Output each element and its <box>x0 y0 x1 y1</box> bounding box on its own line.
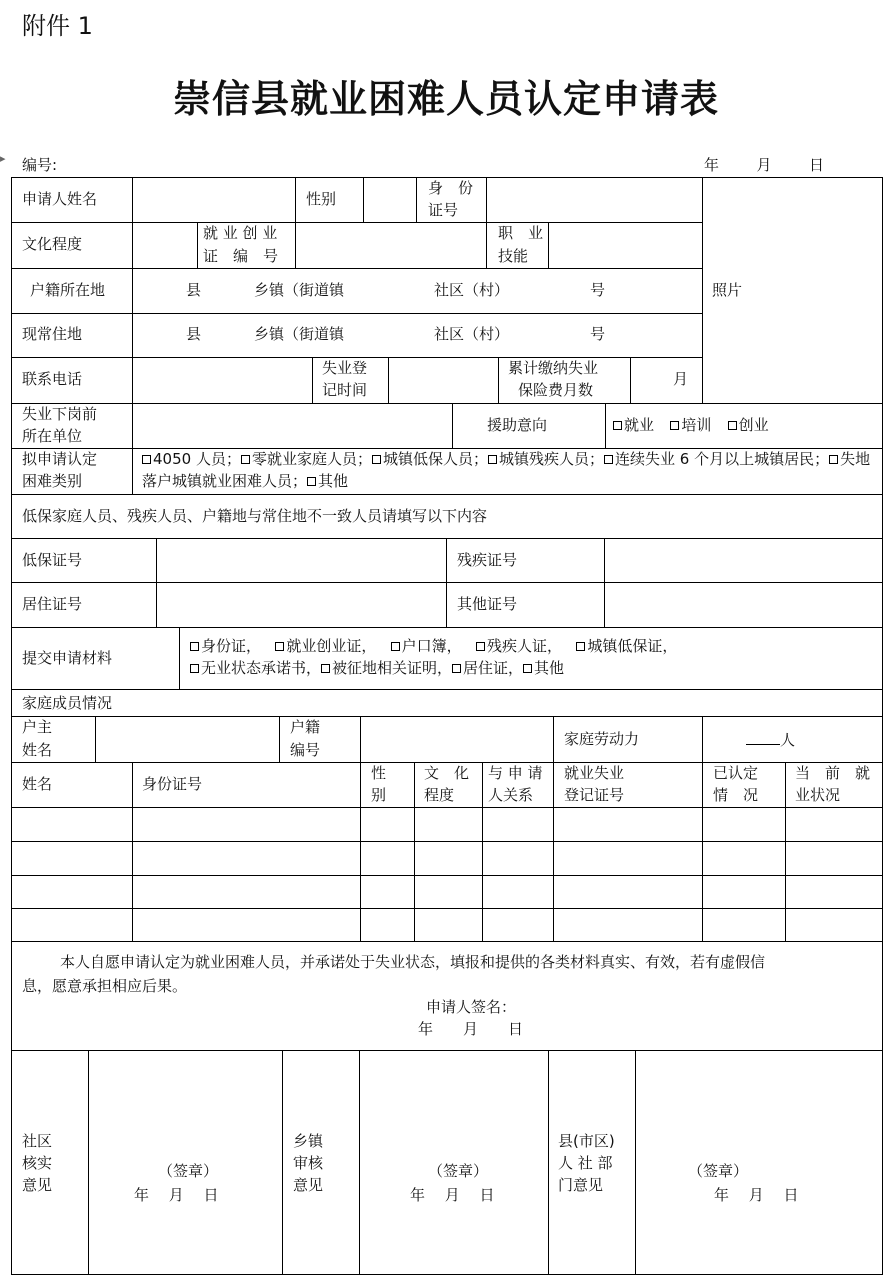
attachment-label: 附件 1 <box>22 12 93 40</box>
header-day: 日 <box>808 156 824 174</box>
col-gender-line2: 别 <box>371 786 387 804</box>
col-certified-line1: 已认定 <box>713 764 759 782</box>
household-number: 号 <box>590 281 606 299</box>
town-seal: （签章） <box>428 1162 489 1180</box>
category-long-unemployed-checkbox[interactable] <box>604 455 613 464</box>
skill-label-line1: 职 业 <box>498 224 544 242</box>
material-hukou-checkbox[interactable] <box>391 642 400 651</box>
aid-intent-label: 援助意向 <box>487 416 548 434</box>
col-name: 姓名 <box>22 775 53 793</box>
id-card-label-line2: 证号 <box>428 201 459 219</box>
material-residence-checkbox[interactable] <box>452 664 461 673</box>
col-unemp-line2: 登记证号 <box>564 786 625 804</box>
category-label-line1: 拟申请认定 <box>22 450 98 468</box>
photo-label: 照片 <box>712 281 743 299</box>
col-education-line2: 程度 <box>424 786 455 804</box>
header-month: 月 <box>756 156 772 174</box>
category-4050-checkbox[interactable] <box>142 455 151 464</box>
col-relation-line2: 人关系 <box>488 786 534 804</box>
education-label: 文化程度 <box>22 235 83 253</box>
residence-community: 社区（村） <box>434 325 510 343</box>
residence-county: 县 <box>186 325 202 343</box>
unemp-reg-label-line2: 记时间 <box>322 381 368 399</box>
col-certified-line2: 情 况 <box>713 786 759 804</box>
col-status-line2: 业状况 <box>795 786 841 804</box>
declaration-line1: 本人自愿申请认定为就业困难人员，并承诺处于失业状态，填报和提供的各类材料真实、有效，若有虚假信 <box>60 953 766 971</box>
col-education-line1: 文 化 <box>424 764 470 782</box>
community-opinion-label: 社区 核实 意见 <box>22 1132 53 1194</box>
other-cert-label: 其他证号 <box>457 595 518 613</box>
serial-number-label: 编号: <box>22 156 58 174</box>
intent-training-checkbox[interactable] <box>670 421 679 430</box>
material-no-employment-checkbox[interactable] <box>190 664 199 673</box>
header-date <box>704 154 824 175</box>
category-landless-checkbox[interactable] <box>829 455 838 464</box>
hukou-number-label-line2: 编号 <box>290 741 321 759</box>
col-relation-line1: 与 申 请 <box>488 764 543 782</box>
fill-note: 低保家庭人员、残疾人员、户籍地与常住地不一致人员请填写以下内容 <box>22 507 488 525</box>
material-land-proof-checkbox[interactable] <box>321 664 330 673</box>
declaration-line2: 息，愿意承担相应后果。 <box>22 977 188 995</box>
county-opinion-label: 县(市区) 人 社 部 门意见 <box>558 1132 615 1194</box>
materials-options: 身份证， 就业创业证， 户口簿， 残疾人证， 城镇低保证， 无业状态承诺书， 被征地相关证明， 居住证， 其他 <box>190 635 880 679</box>
applicant-sign-date: 年 月 日 <box>418 1020 524 1038</box>
residence-permit-label: 居住证号 <box>22 595 83 613</box>
householder-label-line1: 户主 <box>22 718 53 736</box>
household-town: 乡镇（街道镇 <box>254 281 345 299</box>
residence-label: 现常住地 <box>22 325 83 343</box>
labor-force-field[interactable] <box>746 728 795 751</box>
col-id: 身份证号 <box>142 775 203 793</box>
insurance-label-line2: 保险费月数 <box>518 381 594 399</box>
id-card-label-line1: 身 份 <box>428 179 474 197</box>
form-title: 崇信县就业困难人员认定申请表 <box>172 76 719 121</box>
category-disabled-checkbox[interactable] <box>488 455 497 464</box>
county-seal: （签章） <box>688 1162 749 1180</box>
materials-label: 提交申请材料 <box>22 649 113 667</box>
residence-number: 号 <box>590 325 606 343</box>
intent-startup-checkbox[interactable] <box>728 421 737 430</box>
labor-force-label: 家庭劳动力 <box>564 730 640 748</box>
gender-label: 性别 <box>306 190 337 208</box>
prev-unit-label-line2: 所在单位 <box>22 427 83 445</box>
dibao-number-label: 低保证号 <box>22 551 83 569</box>
community-seal: （签章） <box>158 1162 219 1180</box>
category-other-checkbox[interactable] <box>307 477 316 486</box>
category-zero-employ-checkbox[interactable] <box>241 455 250 464</box>
material-disability-checkbox[interactable] <box>476 642 485 651</box>
applicant-name-label: 申请人姓名 <box>22 190 98 208</box>
disability-number-label: 残疾证号 <box>457 551 518 569</box>
phone-label: 联系电话 <box>22 370 83 388</box>
material-other-checkbox[interactable] <box>523 664 532 673</box>
col-unemp-line1: 就业失业 <box>564 764 625 782</box>
material-dibao-checkbox[interactable] <box>576 642 585 651</box>
unemp-reg-label-line1: 失业登 <box>322 359 368 377</box>
intent-employment-checkbox[interactable] <box>613 421 622 430</box>
category-dibao-checkbox[interactable] <box>372 455 381 464</box>
prev-unit-label-line1: 失业下岗前 <box>22 405 98 423</box>
employ-cert-label-line2: 证 编 号 <box>203 247 279 265</box>
householder-label-line2: 姓名 <box>22 741 53 759</box>
employ-cert-label-line1: 就 业 创 业 <box>203 224 278 242</box>
community-seal-date: 年 月 日 <box>134 1186 219 1204</box>
margin-marker: ▸ <box>0 152 6 165</box>
category-label-line2: 困难类别 <box>22 472 83 490</box>
skill-label-line2: 技能 <box>498 247 529 265</box>
applicant-sign-label: 申请人签名： <box>426 998 517 1016</box>
household-county: 县 <box>186 281 202 299</box>
material-employ-cert-checkbox[interactable] <box>275 642 284 651</box>
household-label: 户籍所在地 <box>30 281 106 299</box>
header-year: 年 <box>704 156 720 174</box>
declaration <box>22 950 878 998</box>
residence-town: 乡镇（街道镇 <box>254 325 345 343</box>
col-gender-line1: 性 <box>371 764 387 782</box>
insurance-month-unit: 月 <box>673 370 689 388</box>
county-seal-date: 年 月 日 <box>714 1186 799 1204</box>
labor-force-unit: 人 <box>780 731 796 749</box>
insurance-label-line1: 累计缴纳失业 <box>508 359 599 377</box>
family-info-label: 家庭成员情况 <box>22 694 113 712</box>
category-options: 4050 人员； 零就业家庭人员； 城镇低保人员； 城镇残疾人员； 连续失业 6 个月以上城镇居民； 失地落户城镇就业困难人员； 其他 <box>142 450 871 490</box>
town-seal-date: 年 月 日 <box>410 1186 495 1204</box>
household-community: 社区（村） <box>434 281 510 299</box>
town-opinion-label: 乡镇 审核 意见 <box>293 1132 324 1194</box>
aid-intent-options: 就业 培训 创业 <box>613 414 771 436</box>
hukou-number-label-line1: 户籍 <box>290 718 321 736</box>
col-status-line1: 当 前 就 <box>795 764 871 782</box>
material-id-card-checkbox[interactable] <box>190 642 199 651</box>
